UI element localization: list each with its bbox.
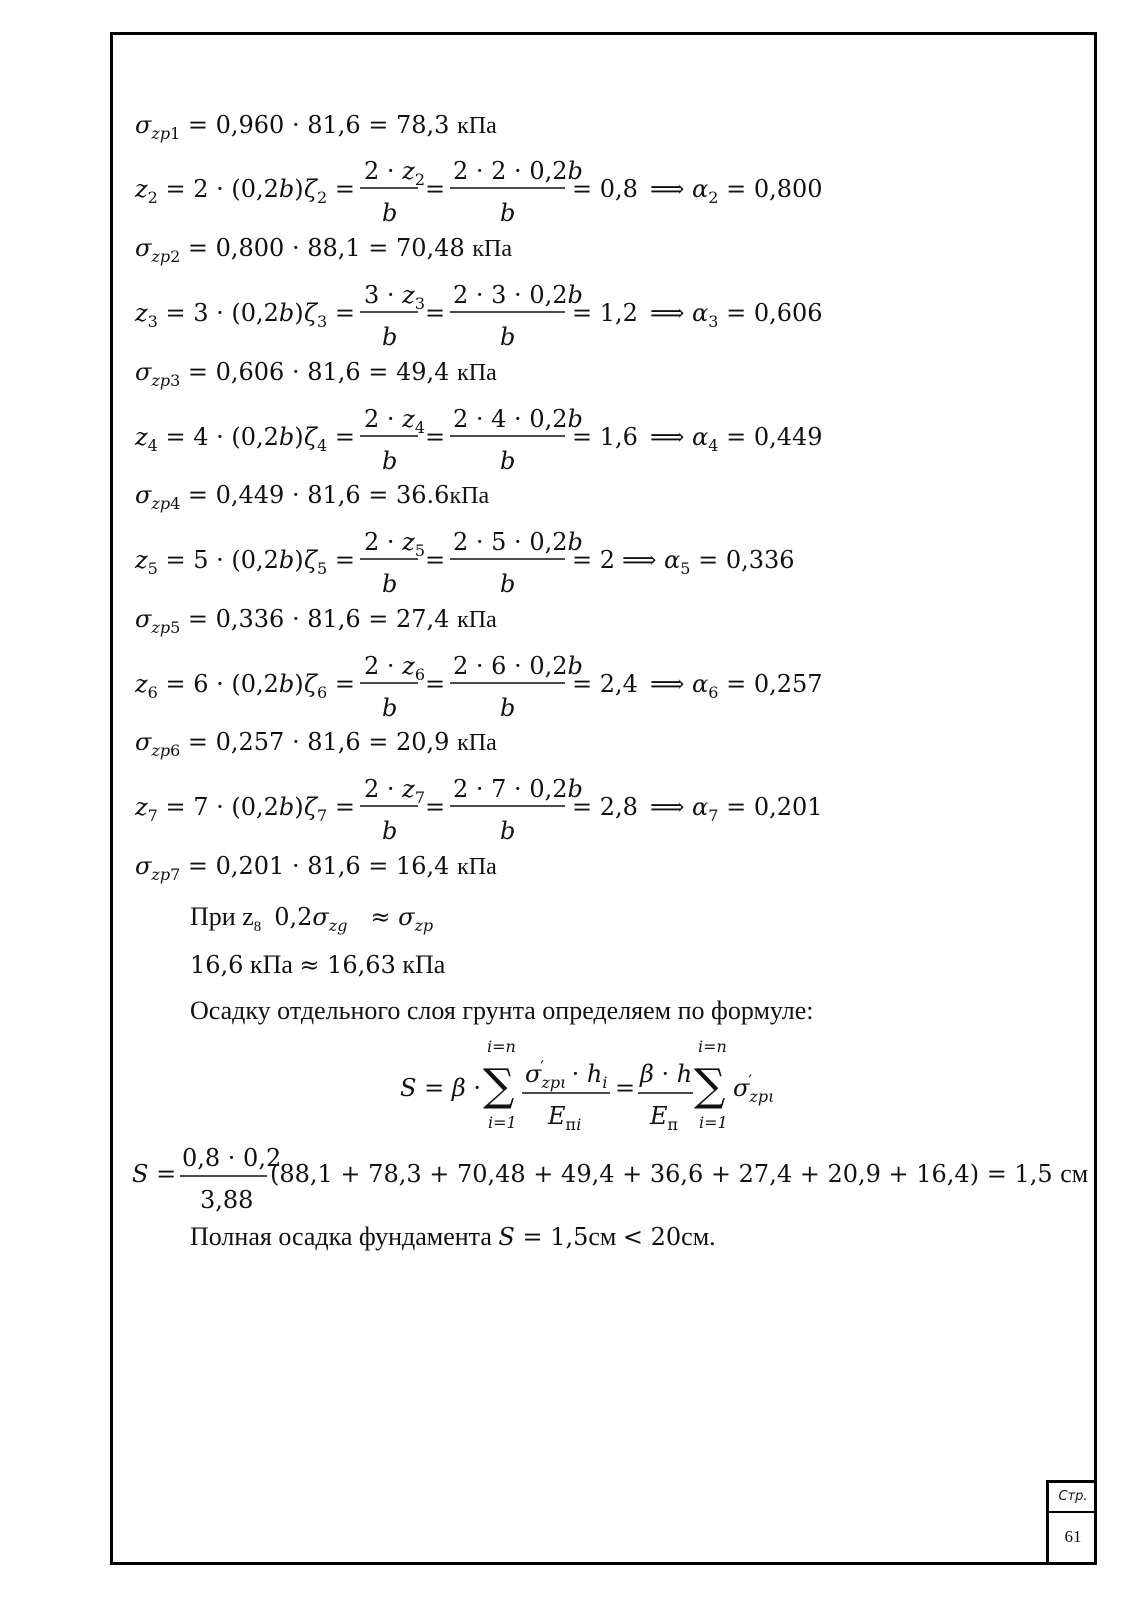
frac2-den: b xyxy=(500,817,516,845)
page-number-box xyxy=(1046,1480,1097,1565)
sigma-line-7: $\sigma_{zp7} = 0,201 \cdot 81,6 = 16,4$ кПа xyxy=(135,852,497,884)
frac2-num: 2 · 3 · 0,2b xyxy=(453,281,583,309)
svg-text:∑: ∑ xyxy=(483,1060,515,1111)
zeta-result: = 2,4 xyxy=(572,670,638,698)
frac1-den: b xyxy=(382,694,398,722)
frac1-den: b xyxy=(382,570,398,598)
svg-text:i=n: i=n xyxy=(698,1037,727,1056)
z-equation-row-3 xyxy=(134,281,823,351)
settlement-formula xyxy=(400,1038,800,1138)
z-lhs: $z_4 = 4 \cdot (0,2b)$ xyxy=(135,423,304,455)
zeta-label: $\zeta_5$ = xyxy=(304,546,355,578)
alpha-result: ⟹ $\alpha_2 = 0,800$ xyxy=(650,175,823,207)
alpha-result: ⟹ $\alpha_6 = 0,257$ xyxy=(650,670,823,702)
zeta-result: = 1,6 xyxy=(572,423,638,451)
alpha-result: ⟹ $\alpha_3 = 0,606$ xyxy=(650,299,823,331)
svg-text:σzpι′ · hi: $\sigma_{zp\iota}' \cdot h_i$ xyxy=(525,1057,608,1092)
frac1-num: $3 \cdot z_3$ xyxy=(364,281,425,313)
frac1-num: $2 \cdot z_7$ xyxy=(364,775,425,807)
frac1-den: b xyxy=(382,323,398,351)
frac2-num: 2 · 6 · 0,2b xyxy=(453,652,583,680)
alpha-result: ⟹ $\alpha_5 = 0,336$ xyxy=(622,546,795,578)
svg-text:=: = xyxy=(425,175,446,203)
alpha-result: ⟹ $\alpha_4 = 0,449$ xyxy=(650,423,823,455)
frac2-den: b xyxy=(500,570,516,598)
sigma-line-4: $\sigma_{zp4} = 0,449 \cdot 81,6 = 36.6кПа$ xyxy=(135,481,490,513)
svg-text:σzpι′: $\sigma_{zp\iota}'$ xyxy=(733,1071,775,1106)
svg-text:β · h: β · h xyxy=(640,1060,693,1088)
condition-line: При $z_8$ $0,2\sigma_{zg} \approx \sigma_{zp}$ xyxy=(190,902,434,936)
frac2-den: b xyxy=(500,694,516,722)
zeta-label: $\zeta_3$ = xyxy=(304,299,355,331)
frac2-den: b xyxy=(500,323,516,351)
z-lhs: $z_6 = 6 \cdot (0,2b)$ xyxy=(135,670,304,702)
svg-text:0,8 · 0,2: 0,8 · 0,2 xyxy=(182,1144,282,1172)
page-number: 61 xyxy=(1064,1527,1082,1546)
alpha-result: ⟹ $\alpha_7 = 0,201$ xyxy=(650,793,823,825)
z-equation-row-2 xyxy=(134,157,823,227)
svg-text:∑: ∑ xyxy=(694,1060,726,1111)
svg-text:i=1: i=1 xyxy=(488,1113,517,1132)
frac1-num: $2 \cdot z_4$ xyxy=(364,405,425,437)
frac1-den: b xyxy=(382,817,398,845)
frac2-den: b xyxy=(500,447,516,475)
svg-text:=: = xyxy=(425,670,446,698)
frac2-num: 2 · 4 · 0,2b xyxy=(453,405,583,433)
z-lhs: $z_5 = 5 \cdot (0,2b)$ xyxy=(135,546,304,578)
z-equation-row-5 xyxy=(134,528,795,598)
z-lhs: $z_7 = 7 \cdot (0,2b)$ xyxy=(135,793,304,825)
zeta-label: $\zeta_6$ = xyxy=(304,670,355,702)
z-equation-row-7 xyxy=(134,775,823,845)
zeta-result: = 2,8 xyxy=(572,793,638,821)
z-equation-row-6 xyxy=(134,652,823,722)
frac1-num: $2 \cdot z_5$ xyxy=(364,528,425,560)
zeta-result: = 2 xyxy=(572,546,616,574)
frac1-num: $2 \cdot z_6$ xyxy=(364,652,425,684)
frac1-den: b xyxy=(382,199,398,227)
page-label: Стр. xyxy=(1049,1483,1097,1513)
z-lhs: $z_3 = 3 \cdot (0,2b)$ xyxy=(135,299,304,331)
formula-intro: Осадку отдельного слоя грунта определяем по формуле: xyxy=(190,996,814,1025)
sigma-line-2: $\sigma_{zp2} = 0,800 \cdot 88,1 = 70,48$ кПа xyxy=(135,234,513,266)
frac1-den: b xyxy=(382,447,398,475)
zeta-label: $\zeta_7$ = xyxy=(304,793,355,825)
svg-text:i=n: i=n xyxy=(487,1037,516,1056)
sigma-line-1: $\sigma_{zp1} = 0,960 \cdot 81,6 = 78,3$ кПа xyxy=(135,111,497,143)
svg-text:i=1: i=1 xyxy=(699,1113,728,1132)
z-lhs: $z_2 = 2 \cdot (0,2b)$ xyxy=(135,175,304,207)
svg-text:S =: S = xyxy=(132,1160,177,1188)
frac2-den: b xyxy=(500,199,516,227)
svg-text:=: = xyxy=(425,423,446,451)
final-line: Полная осадка фундамента S = 1,5см < 20см. xyxy=(190,1222,716,1251)
svg-text:=: = xyxy=(425,546,446,574)
frac1-num: $2 \cdot z_2$ xyxy=(364,157,425,189)
sigma-line-3: $\sigma_{zp3} = 0,606 \cdot 81,6 = 49,4$ кПа xyxy=(135,358,497,390)
frac2-num: 2 · 2 · 0,2b xyxy=(453,157,583,185)
zeta-label: $\zeta_2$ = xyxy=(304,175,355,207)
z-equation-row-4 xyxy=(134,405,823,475)
zeta-result: = 0,8 xyxy=(572,175,638,203)
svg-text:=: = xyxy=(615,1074,636,1102)
zeta-result: = 1,2 xyxy=(572,299,638,327)
approx-line: 16,6 кПа ≈ 16,63 кПа xyxy=(190,950,446,979)
svg-text:Eп: $E_п$ xyxy=(650,1102,679,1134)
svg-text:=: = xyxy=(425,793,446,821)
svg-text:=: = xyxy=(425,299,446,327)
svg-text:Eпi: $E_пi$ xyxy=(548,1102,582,1134)
svg-text:(88,1 + 78,3 + 70,48 + 49,4 +: (88,1 + 78,3 + 70,48 + 49,4 + 36,6 + 27,4 + 20,9 + 16,4) = 1,5 см xyxy=(270,1159,1089,1188)
svg-text:S = β ·: S = β · xyxy=(400,1074,481,1102)
sigma-line-6: $\sigma_{zp6} = 0,257 \cdot 81,6 = 20,9$ кПа xyxy=(135,728,497,760)
frac2-num: 2 · 5 · 0,2b xyxy=(453,528,583,556)
zeta-label: $\zeta_4$ = xyxy=(304,423,355,455)
sigma-line-5: $\sigma_{zp5} = 0,336 \cdot 81,6 = 27,4$ кПа xyxy=(135,605,497,637)
svg-text:3,88: 3,88 xyxy=(200,1186,254,1214)
settlement-calc xyxy=(132,1140,1089,1220)
frac2-num: 2 · 7 · 0,2b xyxy=(453,775,583,803)
